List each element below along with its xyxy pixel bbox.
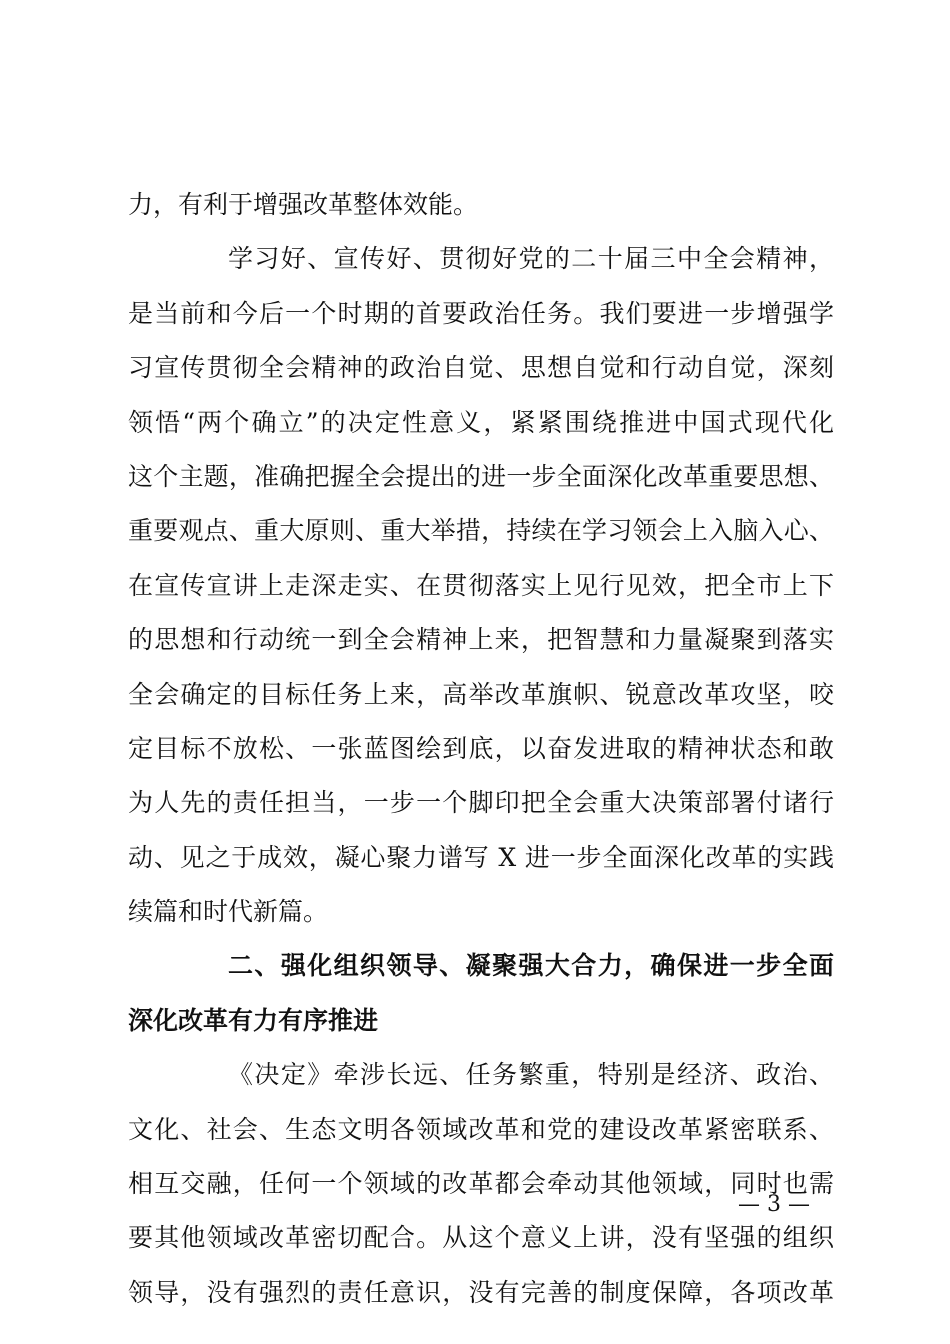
paragraph-line: 全会确定的目标任务上来，高举改革旗帜、锐意改革攻坚，咬 xyxy=(128,679,834,709)
body-text xyxy=(128,178,834,1320)
paragraph-line: 文化、社会、生态文明各领域改革和党的建设改革紧密联系、 xyxy=(128,1114,834,1144)
paragraph-line: 这个主题，准确把握全会提出的进一步全面深化改革重要思想、 xyxy=(128,461,834,491)
paragraph-line: 定目标不放松、一张蓝图绘到底，以奋发进取的精神状态和敢 xyxy=(128,733,834,763)
section-heading-line: 二、强化组织领导、凝聚强大合力，确保进一步全面 xyxy=(228,951,834,981)
paragraph-line: 学习好、宣传好、贯彻好党的二十届三中全会精神， xyxy=(228,244,834,274)
paragraph-line: 领悟“两个确立”的决定性意义，紧紧围绕推进中国式现代化 xyxy=(128,407,834,437)
page-number: — 3 — xyxy=(738,1192,810,1217)
paragraph-line: 力，有利于增强改革整体效能。 xyxy=(128,190,479,219)
paragraph-line: 续篇和时代新篇。 xyxy=(128,897,329,927)
paragraph-line: 领导，没有强烈的责任意识，没有完善的制度保障，各项改革 xyxy=(128,1277,834,1307)
paragraph-line: 重要观点、重大原则、重大举措，持续在学习领会上入脑入心、 xyxy=(128,516,834,546)
paragraph-line: 相互交融，任何一个领域的改革都会牵动其他领域，同时也需 xyxy=(128,1169,834,1199)
paragraph-line: 《决定》牵涉长远、任务繁重，特别是经济、政治、 xyxy=(228,1060,834,1090)
paragraph-line: 在宣传宣讲上走深走实、在贯彻落实上见行见效，把全市上下 xyxy=(128,570,834,600)
paragraph-line: 习宣传贯彻全会精神的政治自觉、思想自觉和行动自觉，深刻 xyxy=(128,353,834,383)
paragraph-line: 是当前和今后一个时期的首要政治任务。我们要进一步增强学 xyxy=(128,298,834,328)
paragraph-line: 要其他领域改革密切配合。从这个意义上讲，没有坚强的组织 xyxy=(128,1223,834,1253)
paragraph-line: 的思想和行动统一到全会精神上来，把智慧和力量凝聚到落实 xyxy=(128,625,834,655)
paragraph-line: 为人先的责任担当，一步一个脚印把全会重大决策部署付诸行 xyxy=(128,788,834,818)
paragraph-line: 动、见之于成效，凝心聚力谱写 X 进一步全面深化改革的实践 xyxy=(128,842,834,872)
section-heading-line: 深化改革有力有序推进 xyxy=(128,1005,379,1035)
